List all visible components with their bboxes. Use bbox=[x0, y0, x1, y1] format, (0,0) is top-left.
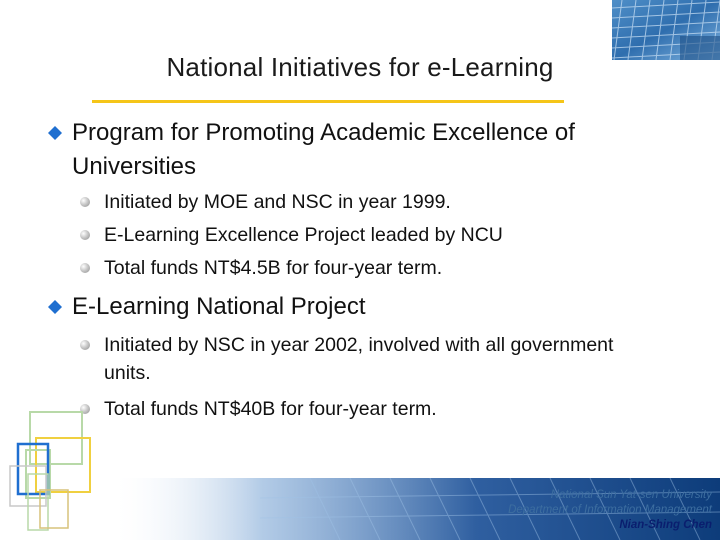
footer-university: National Sun Yat-sen University bbox=[550, 489, 712, 501]
diamond-bullet-icon bbox=[48, 300, 62, 314]
sub-bullet-text: Initiated by MOE and NSC in year 1999. bbox=[104, 191, 451, 213]
diamond-bullet-icon bbox=[48, 126, 62, 140]
sub-bullet-text: Total funds NT$4.5B for four-year term. bbox=[104, 257, 443, 279]
sub-bullet-text: Initiated by NSC in year 2002, involved with all government units. bbox=[104, 334, 614, 384]
footer-department: Department of Information Management bbox=[508, 504, 712, 516]
sub-bullet-item bbox=[80, 254, 680, 282]
bullet-text: E-Learning National Project bbox=[72, 293, 366, 320]
sphere-bullet-icon bbox=[80, 230, 90, 240]
sub-bullet-item bbox=[80, 221, 680, 249]
sub-bullet-item bbox=[80, 331, 640, 387]
squares-decoration bbox=[0, 410, 110, 540]
bullet-text: Program for Promoting Academic Excellence of Universities bbox=[72, 119, 575, 180]
bullet-item bbox=[48, 116, 678, 184]
corner-decor-image bbox=[612, 0, 720, 60]
title-underline bbox=[92, 100, 564, 103]
sub-bullet-item bbox=[80, 188, 680, 216]
sphere-bullet-icon bbox=[80, 263, 90, 273]
sub-bullet-text: E-Learning Excellence Project leaded by NCU bbox=[104, 224, 503, 246]
sphere-bullet-icon bbox=[80, 340, 90, 350]
bullet-item bbox=[48, 290, 678, 324]
footer-author: Nian-Shing Chen bbox=[619, 519, 712, 531]
sub-bullet-text: Total funds NT$40B for four-year term. bbox=[104, 398, 437, 420]
sphere-bullet-icon bbox=[80, 197, 90, 207]
sub-bullet-item bbox=[80, 395, 640, 423]
slide-title: National Initiatives for e-Learning bbox=[166, 52, 554, 82]
